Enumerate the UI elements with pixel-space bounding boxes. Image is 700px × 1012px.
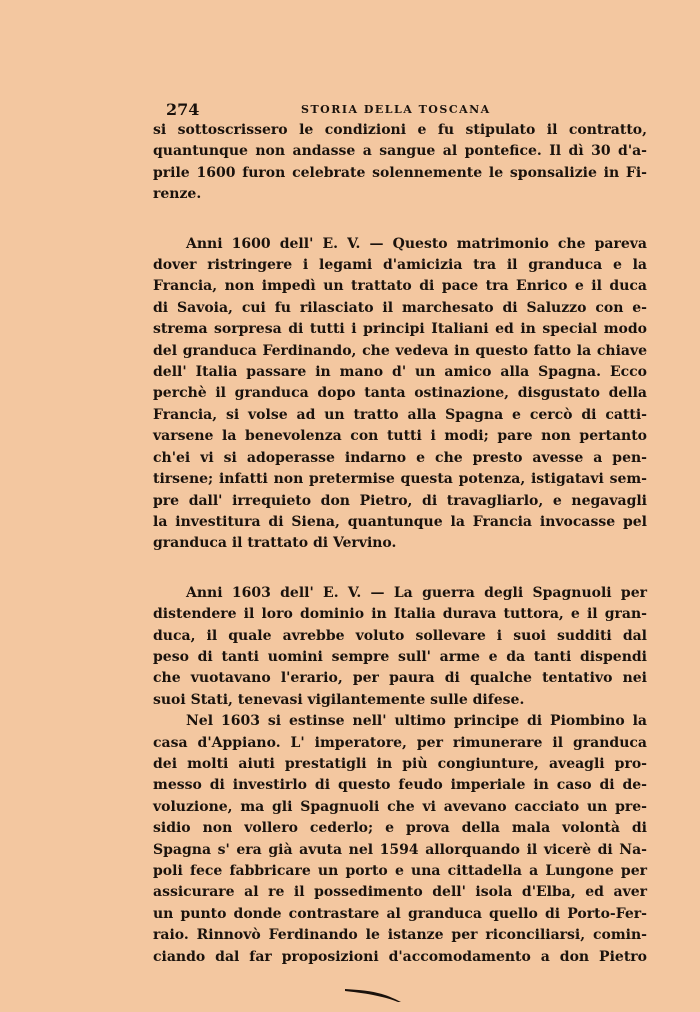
text-line: strema sorpresa di tutti i principi Italiani ed in special modo: [153, 321, 647, 338]
text-line: un punto donde contrastare al granduca quello di Porto-Fer-: [153, 905, 647, 922]
text-line: duca, il quale avrebbe voluto sollevare i suoi sudditi dal: [153, 627, 647, 644]
text-line: Francia, si volse ad un tratto alla Spagna e cercò di catti-: [153, 406, 647, 423]
text-line: granduca il trattato di Vervino.: [153, 535, 397, 552]
text-line: Anni 1600 dell' E. V. — Questo matrimonio che pareva: [186, 235, 647, 252]
text-line: voluzione, ma gli Spagnuoli che vi avevano cacciato un pre-: [153, 798, 647, 815]
text-line: Nel 1603 si estinse nell' ultimo principe di Piombino la: [186, 713, 647, 730]
text-line: ch'ei vi si adoperasse indarno e che presto avesse a pen-: [153, 449, 647, 466]
text-line: Francia, non impedì un trattato di pace tra Enrico e il duca: [153, 278, 647, 295]
text-line: del granduca Ferdinando, che vedeva in questo fatto la chiave: [153, 342, 647, 359]
text-line: raio. Rinnovò Ferdinando le istanze per riconciliarsi, comin-: [153, 927, 647, 944]
page-number: 274: [166, 100, 200, 119]
text-line: Spagna s' era già avuta nel 1594 allorquando il vicerè di Na-: [153, 841, 647, 858]
text-line: distendere il loro dominio in Italia durava tuttora, e il gran-: [153, 606, 647, 623]
paragraph-spacer: [153, 206, 647, 234]
text-line: messo di investirlo di questo feudo imperiale in caso di de-: [153, 777, 647, 794]
text-line: quantunque non andasse a sangue al pontefice. Il dì 30 d'a-: [153, 143, 647, 160]
text-line: pre dall' irrequieto don Pietro, di travagliarlo, e negavagli: [153, 492, 647, 509]
catchword-mark: [343, 985, 405, 1003]
text-line: poli fece fabbricare un porto e una cittadella a Lungone per: [153, 863, 647, 879]
text-line: la investitura di Siena, quantunque la Francia invocasse pel: [153, 513, 647, 530]
text-line: che vuotavano l'erario, per paura di qualche tentativo nei: [153, 670, 647, 687]
text-line: si sottoscrissero le condizioni e fu stipulato il contratto,: [153, 122, 647, 138]
paragraph-spacer: [153, 555, 647, 583]
paragraph-4: [153, 711, 647, 968]
text-line: tirsene; infatti non pretermise questa potenza, istigatavi sem-: [153, 471, 647, 488]
text-line: dell' Italia passare in mano d' un amico alla Spagna. Ecco: [153, 364, 647, 381]
text-line: peso di tanti uomini sempre sull' arme e da tanti dispendi: [153, 648, 647, 665]
text-line: sidio non vollero cederlo; e prova della mala volontà di: [153, 820, 647, 837]
text-line: prile 1600 furon celebrate solennemente le sponsalizie in Fi-: [153, 164, 647, 181]
body-text: [153, 120, 647, 968]
text-line: Anni 1603 dell' E. V. — La guerra degli Spagnuoli per: [186, 584, 647, 601]
text-line: casa d'Appiano. L' imperatore, per rimunerare il granduca: [153, 734, 647, 751]
text-line: renze.: [153, 186, 202, 203]
paragraph-2: [153, 234, 647, 555]
text-line: di Savoia, cui fu rilasciato il marchesato di Saluzzo con e-: [153, 299, 647, 316]
paragraph-1: [153, 120, 647, 206]
text-line: suoi Stati, tenevasi vigilantemente sulle difese.: [153, 691, 525, 708]
page-header: [166, 100, 662, 122]
text-line: assicurare al re il possedimento dell' isola d'Elba, ed aver: [153, 884, 647, 901]
text-line: perchè il granduca dopo tanta ostinazione, disgustato della: [153, 385, 647, 402]
text-line: dei molti aiuti prestatigli in più congiunture, aveagli pro-: [153, 755, 647, 772]
text-line: dover ristringere i legami d'amicizia tra il granduca e la: [153, 257, 647, 274]
paragraph-3: [153, 583, 647, 711]
text-line: varsene la benevolenza con tutti i modi; pare non pertanto: [153, 428, 647, 445]
text-line: ciando dal far proposizioni d'accomodamento a don Pietro: [153, 948, 647, 965]
running-title: STORIA DELLA TOSCANA: [301, 103, 491, 116]
